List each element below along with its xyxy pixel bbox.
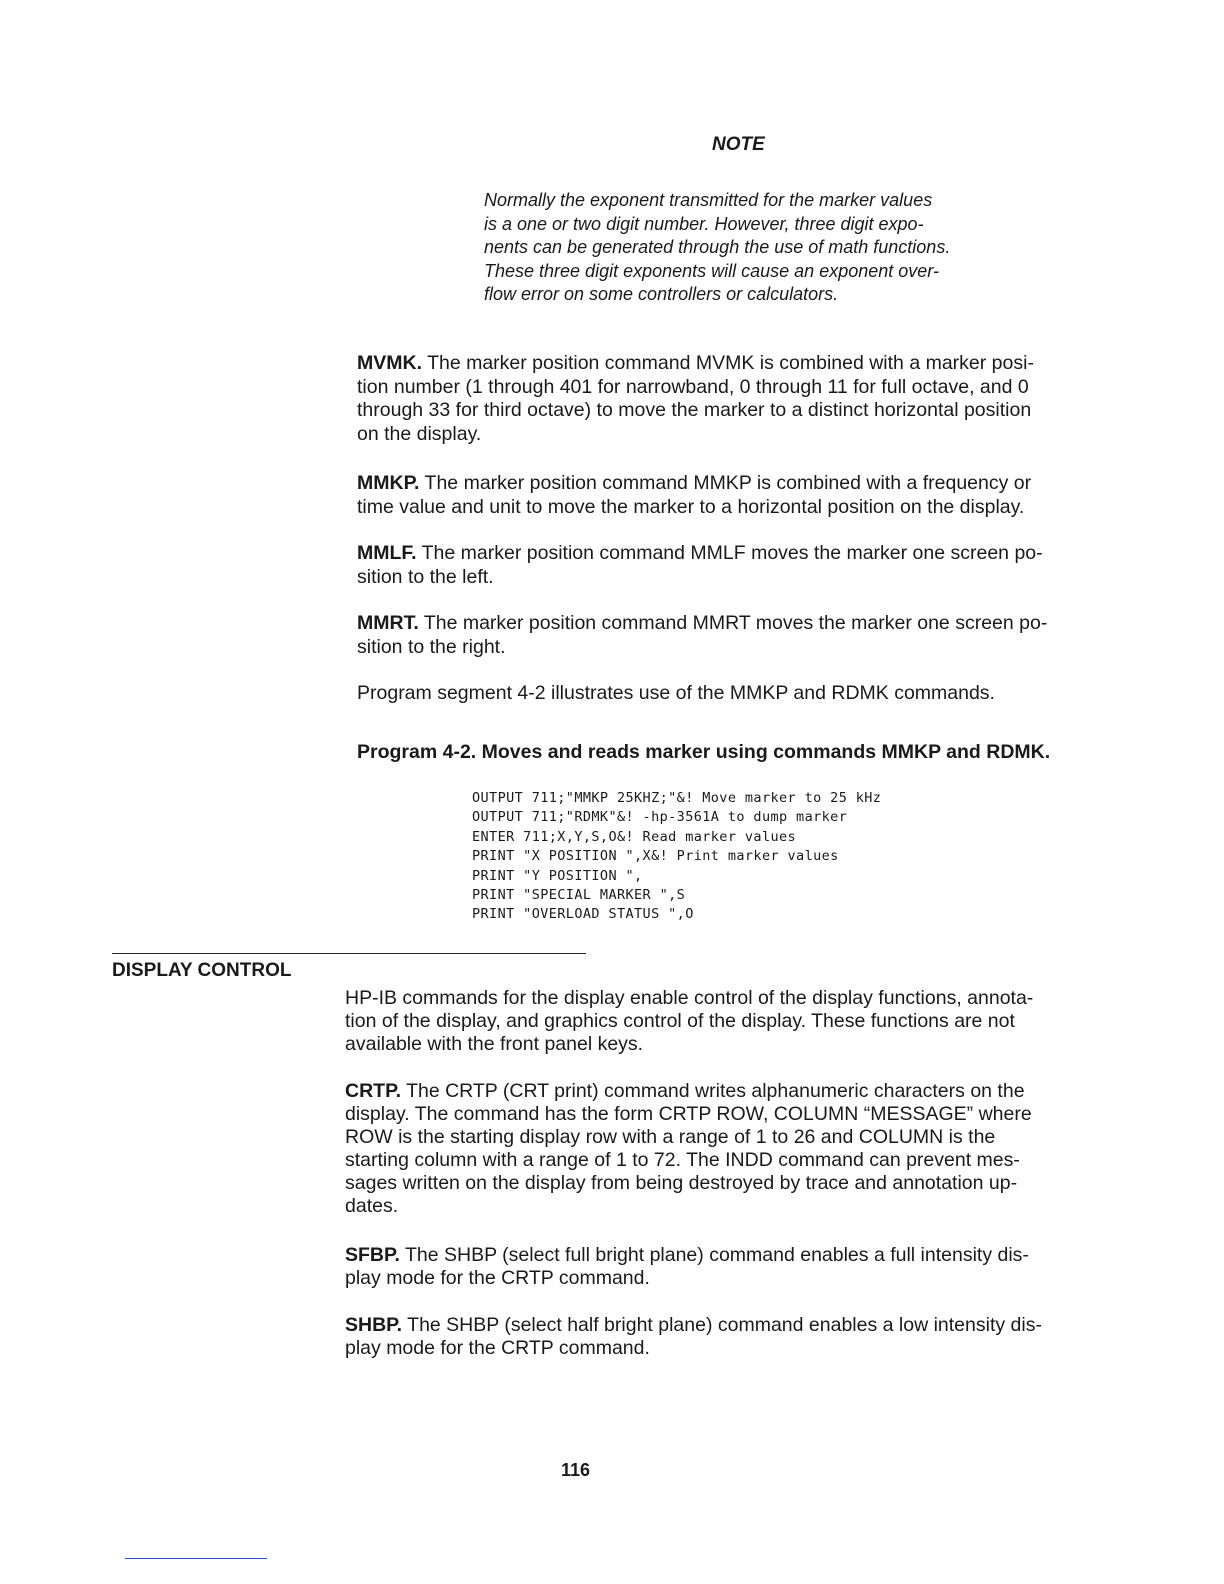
display-intro-line: available with the front panel keys. (345, 1033, 644, 1055)
mmkp-paragraph (357, 472, 1117, 519)
code-line: ENTER 711;X,Y,S,O&! Read marker values (472, 828, 797, 845)
mmrt-term: MMRT. (357, 612, 419, 634)
note-line: nents can be generated through the use of math functions. (484, 237, 951, 257)
note-line: flow error on some controllers or calculators. (484, 284, 839, 304)
mvmk-line: The marker position command MVMK is combined with a marker posi- (422, 352, 1034, 374)
mmlf-term: MMLF. (357, 542, 417, 564)
code-line: OUTPUT 711;"RDMK"&! -hp-3561A to dump marker (472, 809, 848, 826)
crtp-line: sages written on the display from being destroyed by trace and annotation up- (345, 1172, 1018, 1194)
crtp-line: The CRTP (CRT print) command writes alphanumeric characters on the (401, 1080, 1025, 1102)
shbp-line: The SHBP (select half bright plane) command enables a low intensity dis- (402, 1314, 1042, 1336)
mmrt-paragraph (357, 612, 1117, 659)
mvmk-paragraph (357, 352, 1117, 446)
sfbp-line: play mode for the CRTP command. (345, 1267, 650, 1289)
mmlf-paragraph (357, 542, 1117, 589)
sfbp-term: SFBP. (345, 1244, 400, 1266)
note-line: Normally the exponent transmitted for the marker values (484, 190, 933, 210)
page-number: 116 (561, 1460, 591, 1480)
section-divider (112, 953, 586, 954)
section-heading-display-control: DISPLAY CONTROL (112, 960, 292, 981)
code-line: OUTPUT 711;"MMKP 25KHZ;"&! Move marker to 25 kHz (472, 790, 882, 806)
mmrt-line: The marker position command MMRT moves the marker one screen po- (418, 612, 1048, 634)
note-title: NOTE (712, 134, 765, 155)
crtp-line: ROW is the starting display row with a range of 1 to 26 and COLUMN is the (345, 1126, 996, 1148)
sfbp-paragraph (345, 1244, 1115, 1290)
note-line: is a one or two digit number. However, three digit expo- (484, 213, 924, 234)
note-line: These three digit exponents will cause an exponent over- (484, 260, 939, 281)
shbp-paragraph (345, 1314, 1115, 1360)
crtp-paragraph (345, 1080, 1115, 1218)
mmlf-line: sition to the left. (357, 565, 494, 588)
crtp-line: display. The command has the form CRTP ROW, COLUMN “MESSAGE” where (345, 1103, 1032, 1125)
mmkp-line: time value and unit to move the marker to a horizontal position on the display. (357, 495, 1025, 518)
shbp-term: SHBP. (345, 1314, 403, 1336)
code-line: PRINT "Y POSITION ", (472, 867, 643, 884)
sfbp-line: The SHBP (select full bright plane) command enables a full intensity dis- (399, 1244, 1029, 1266)
shbp-line: play mode for the CRTP command. (345, 1337, 650, 1359)
display-intro-line: tion of the display, and graphics control of the display. These functions are not (345, 1010, 1015, 1032)
mvmk-line: tion number (1 through 401 for narrowband, 0 through 11 for full octave, and 0 (357, 375, 1029, 398)
code-line: PRINT "OVERLOAD STATUS ",O (472, 906, 694, 923)
bottom-rule (125, 1558, 267, 1559)
display-intro-line: HP-IB commands for the display enable control of the display functions, annota- (345, 987, 1034, 1009)
mmlf-line: The marker position command MMLF moves the marker one screen po- (416, 542, 1043, 564)
code-listing (472, 789, 881, 925)
code-line: PRINT "SPECIAL MARKER ",S (472, 887, 686, 904)
code-line: PRINT "X POSITION ",X&! Print marker values (472, 848, 839, 865)
mvmk-term: MVMK. (357, 352, 422, 374)
mmrt-line: sition to the right. (357, 635, 506, 658)
program-intro-text: Program segment 4-2 illustrates use of the MMKP and RDMK commands. (357, 682, 995, 704)
note-body (484, 189, 1024, 307)
mmkp-line: The marker position command MMKP is combined with a frequency or (419, 472, 1032, 494)
program-caption: Program 4-2. Moves and reads marker using commands MMKP and RDMK. (357, 741, 1051, 763)
crtp-line: starting column with a range of 1 to 72. The INDD command can prevent mes- (345, 1149, 1020, 1171)
crtp-line: dates. (345, 1195, 399, 1217)
mvmk-line: on the display. (357, 422, 482, 445)
mvmk-line: through 33 for third octave) to move the marker to a distinct horizontal position (357, 399, 1032, 421)
display-control-intro (345, 987, 1115, 1056)
crtp-term: CRTP. (345, 1080, 401, 1102)
mmkp-term: MMKP. (357, 472, 420, 494)
program-intro (357, 682, 1117, 706)
